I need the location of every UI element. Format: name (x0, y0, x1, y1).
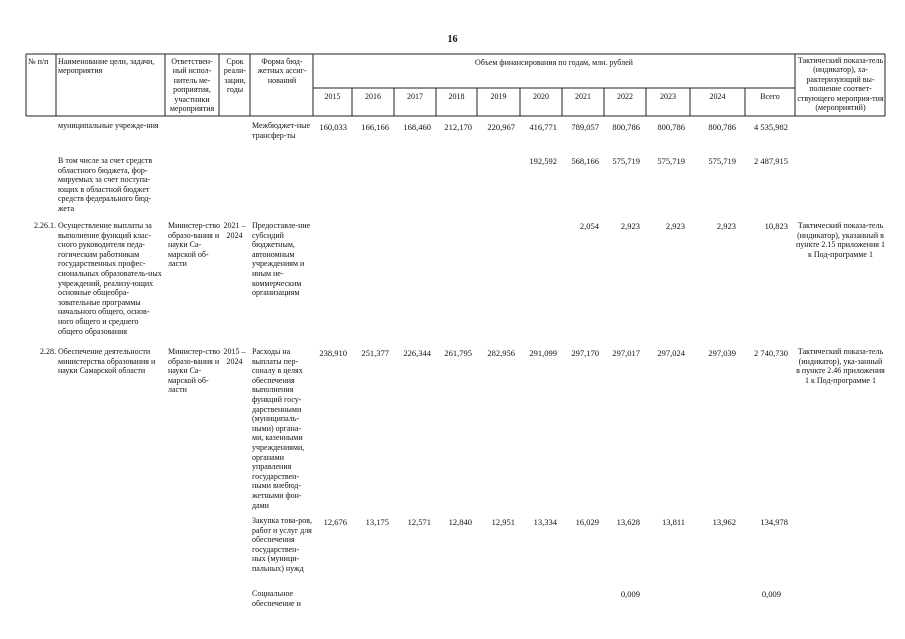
cell-value: 575,719 (657, 156, 685, 166)
cell-value: 800,786 (708, 122, 736, 132)
cell-value: 416,771 (529, 122, 557, 132)
cell-total: 134,978 (760, 517, 788, 527)
cell-value: 297,039 (708, 348, 736, 358)
header-name: Наименование цели, задачи, мероприятия (58, 57, 155, 76)
cell-value: 16,029 (575, 517, 599, 527)
cell-value: 800,786 (612, 122, 640, 132)
cell-value: 13,175 (365, 517, 389, 527)
header-year: 2019 (490, 92, 507, 101)
cell-value: 166,166 (361, 122, 389, 132)
cell-value: 2,923 (665, 221, 685, 231)
row-responsible: Министер-ство образо-вания и науки Са-марской об-ласти (168, 347, 220, 395)
cell-value: 160,033 (319, 122, 347, 132)
cell-value: 12,676 (323, 517, 347, 527)
cell-value: 13,962 (712, 517, 736, 527)
row-term: 2021 – 2024 (223, 221, 246, 240)
cell-value: 575,719 (708, 156, 736, 166)
cell-value: 2,054 (579, 221, 599, 231)
cell-total: 0,009 (761, 589, 781, 599)
cell-value: 12,571 (407, 517, 431, 527)
header-year: 2020 (533, 92, 549, 101)
header-year: 2021 (575, 92, 591, 101)
cell-value: 282,956 (487, 348, 515, 358)
cell-value: 297,024 (657, 348, 685, 358)
page-number: 16 (447, 34, 458, 45)
cell-value: 168,460 (403, 122, 431, 132)
row-name: Обеспечение деятельности министерства образования и науки Самарской области (58, 347, 156, 376)
cell-value: 800,786 (657, 122, 685, 132)
row-name: муниципальные учрежде-ния (58, 121, 159, 130)
cell-value: 212,170 (444, 122, 472, 132)
cell-value: 12,951 (491, 517, 515, 527)
cell-value: 192,592 (529, 156, 557, 166)
header-year: 2016 (365, 92, 381, 101)
cell-value: 575,719 (612, 156, 640, 166)
cell-value: 297,017 (612, 348, 640, 358)
cell-total: 2 740,730 (754, 348, 788, 358)
row-responsible: Министер-ство образо-вания и науки Са-марской об-ласти (168, 221, 220, 269)
cell-total: 4 535,982 (754, 122, 788, 132)
header-responsible: Ответствен-ный испол-нитель ме-роприятия, участники мероприятия (169, 57, 215, 114)
row-form: Социальное обеспечение и (252, 589, 301, 608)
cell-value: 0,009 (620, 589, 640, 599)
header-term: Срок реали-зации, годы (223, 57, 247, 95)
cell-value: 12,840 (448, 517, 472, 527)
row-name: В том числе за счет средств областного бюджета, фор-мируемых за счет поступа-ющих в областной бюджет средств федерального бюд-жета (58, 156, 153, 213)
header-year: 2023 (660, 92, 676, 101)
header-year: 2017 (407, 92, 423, 101)
cell-value: 238,910 (319, 348, 347, 358)
row-form: Межбюджет-ные трансфер-ты (252, 121, 311, 140)
header-funding: Объем финансирования по годам, млн. рублей (475, 58, 633, 67)
row-form: Предоставле-ние субсидий бюджетным, автономным учреждениям и иным не-коммерческим организациям (252, 221, 311, 298)
cell-value: 220,967 (487, 122, 515, 132)
header-year: 2018 (448, 92, 465, 101)
header-year: 2022 (617, 92, 633, 101)
header-total: Всего (760, 92, 780, 101)
cell-value: 789,057 (571, 122, 599, 132)
row-indicator: Тактический показа-тель (индикатор), ука-занный в пункте 2.46 приложения 1 к Под-программе 1 (796, 347, 885, 385)
row-indicator: Тактический показа-тель (индикатор), указанный в пункте 2.15 приложения 1 к Под-программе 1 (796, 221, 885, 259)
row-form: Расходы на выплаты пер-соналу в целях обеспечения выполнения функций госу-дарственными (муниципаль-ными) органа-ми, казенными учреждениями, органами управления государствен-ными внебюд-жетными фон-дами (252, 347, 305, 510)
cell-value: 13,628 (616, 517, 640, 527)
row-name: Осуществление выплаты за выполнение функций клас-сного руководителя педа-гогическим работникам государственных профес-сиональных образователь-ных учреждений, реализу-ющих основные общеобра-зовательные программы начального общего, основ-ного общего и среднего общего образования (58, 221, 162, 336)
cell-value: 226,344 (403, 348, 431, 358)
header-num: № п/п (28, 57, 49, 66)
row-form: Закупка това-ров, работ и услуг для обеспечения государствен-ных (муници-пальных) нужд (252, 516, 312, 573)
row-num: 2.26.1. (34, 221, 56, 230)
cell-total: 2 487,915 (754, 156, 788, 166)
cell-value: 568,166 (571, 156, 599, 166)
row-term: 2015 – 2024 (223, 347, 246, 366)
cell-value: 2,923 (716, 221, 736, 231)
header-year: 2024 (709, 92, 726, 101)
header-year: 2015 (324, 92, 341, 101)
cell-total: 10,823 (764, 221, 788, 231)
row-num: 2.28. (40, 347, 56, 356)
cell-value: 13,334 (533, 517, 557, 527)
cell-value: 2,923 (620, 221, 640, 231)
cell-value: 297,170 (571, 348, 599, 358)
cell-value: 13,811 (661, 517, 685, 527)
cell-value: 261,795 (444, 348, 472, 358)
header-form: Форма бюд-жетных ассиг-нований (257, 57, 307, 85)
cell-value: 291,099 (529, 348, 557, 358)
header-indicator: Тактический показа-тель (индикатор), ха-рактеризующий вы-полнение соответ-ствующего мероприя-тия (мероприятий) (797, 56, 884, 113)
cell-value: 251,377 (361, 348, 389, 358)
